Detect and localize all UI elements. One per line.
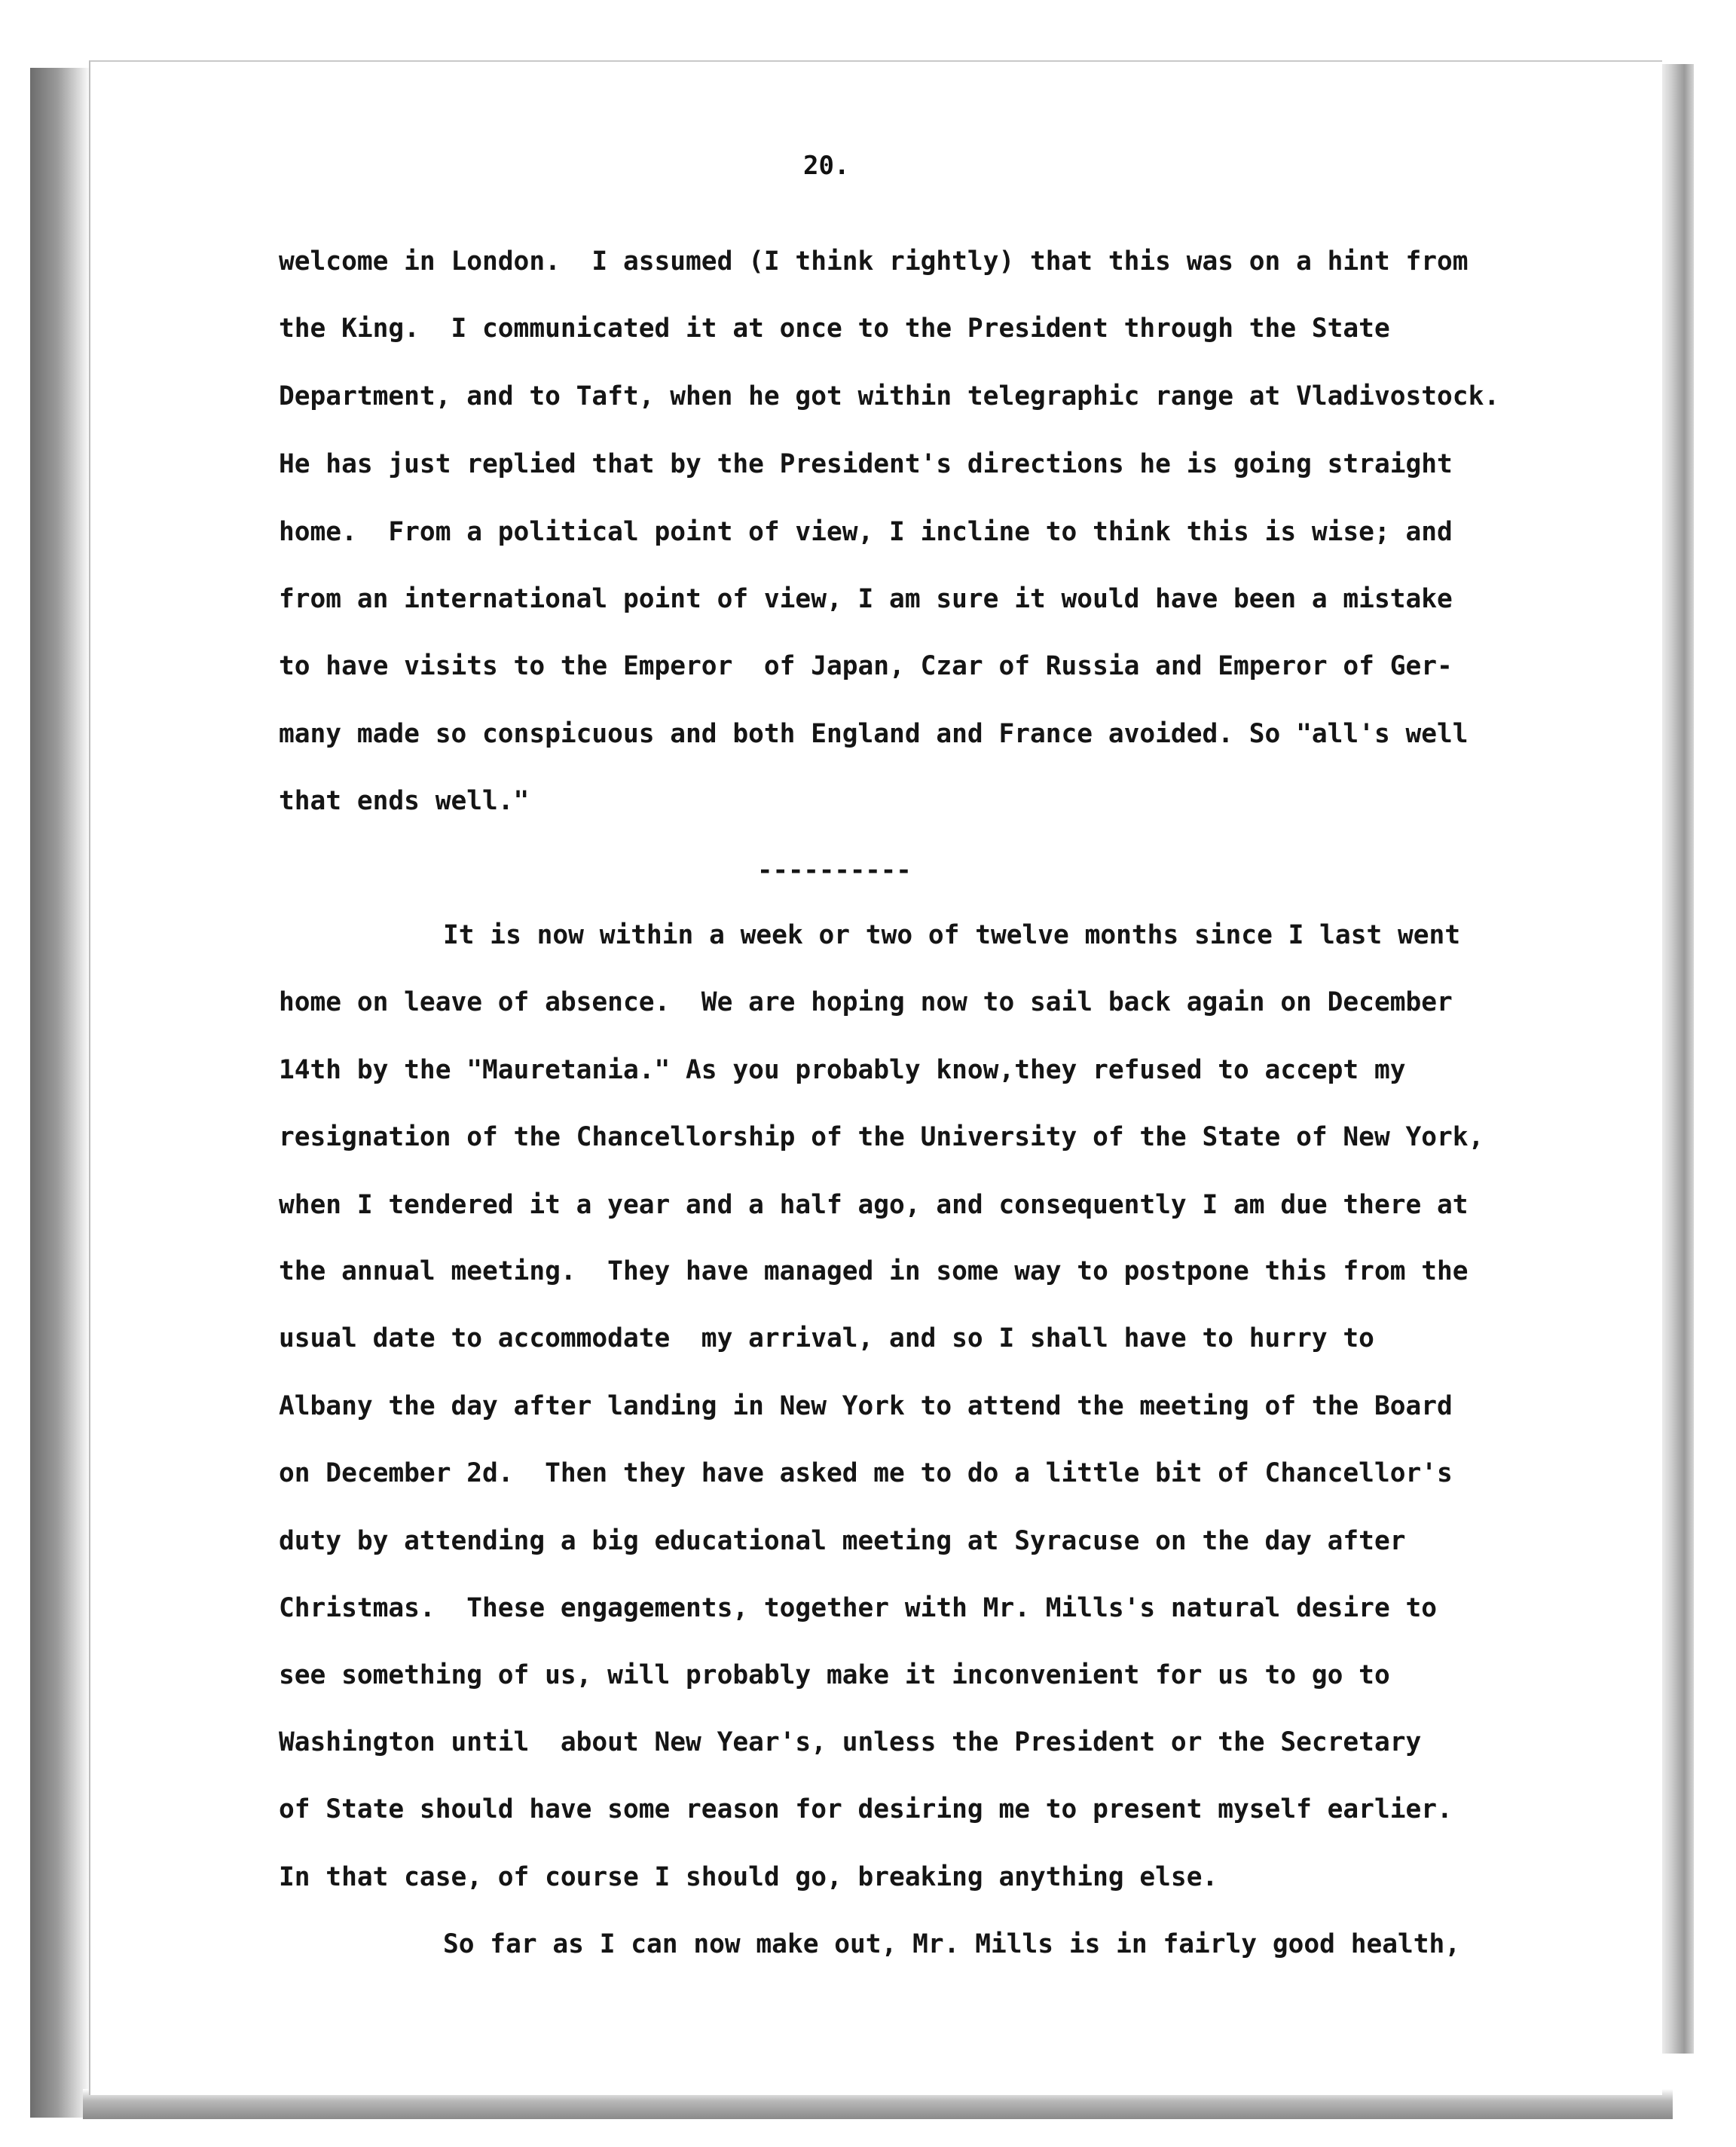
text-line: resignation of the Chancellorship of the University of the State of New York, [279, 1122, 1484, 1152]
text-line: It is now within a week or two of twelve months since I last went [443, 920, 1461, 950]
page-left-shadow [30, 68, 90, 2118]
text-line: the annual meeting. They have managed in some way to postpone this from the [279, 1256, 1469, 1286]
text-line: home on leave of absence. We are hoping now to sail back again on December [279, 987, 1453, 1017]
text-line: to have visits to the Emperor of Japan, Czar of Russia and Emperor of Ger- [279, 651, 1453, 681]
text-line: see something of us, will probably make it inconvenient for us to go to [279, 1660, 1390, 1690]
text-line: on December 2d. Then they have asked me to do a little bit of Chancellor's [279, 1458, 1453, 1488]
text-line: Christmas. These engagements, together with Mr. Mills's natural desire to [279, 1593, 1438, 1623]
text-line: of State should have some reason for desiring me to present myself earlier. [279, 1794, 1453, 1824]
text-line: welcome in London. I assumed (I think rightly) that this was on a hint from [279, 246, 1469, 277]
section-separator: ---------- [757, 855, 912, 885]
text-line: Washington until about New Year's, unless the President or the Secretary [279, 1727, 1422, 1757]
text-line: usual date to accommodate my arrival, and so I shall have to hurry to [279, 1323, 1374, 1353]
text-line: 14th by the "Mauretania." As you probably know,they refused to accept my [279, 1055, 1406, 1085]
text-line: many made so conspicuous and both England and France avoided. So "all's well [279, 719, 1469, 749]
text-line: that ends well." [279, 786, 530, 816]
text-line: home. From a political point of view, I incline to think this is wise; and [279, 517, 1453, 547]
text-line: In that case, of course I should go, breaking anything else. [279, 1862, 1218, 1892]
text-line: from an international point of view, I am sure it would have been a mistake [279, 584, 1453, 614]
text-line: the King. I communicated it at once to the President through the State [279, 313, 1390, 344]
text-line: when I tendered it a year and a half ago, and consequently I am due there at [279, 1190, 1469, 1220]
text-line: So far as I can now make out, Mr. Mills is in fairly good health, [443, 1929, 1461, 1959]
text-line: Albany the day after landing in New York to attend the meeting of the Board [279, 1391, 1453, 1421]
text-line: Department, and to Taft, when he got within telegraphic range at Vladivostock. [279, 381, 1500, 411]
page-number: 20. [803, 151, 850, 181]
text-line: He has just replied that by the President's directions he is going straight [279, 449, 1453, 479]
text-line: duty by attending a big educational meeting at Syracuse on the day after [279, 1526, 1406, 1556]
